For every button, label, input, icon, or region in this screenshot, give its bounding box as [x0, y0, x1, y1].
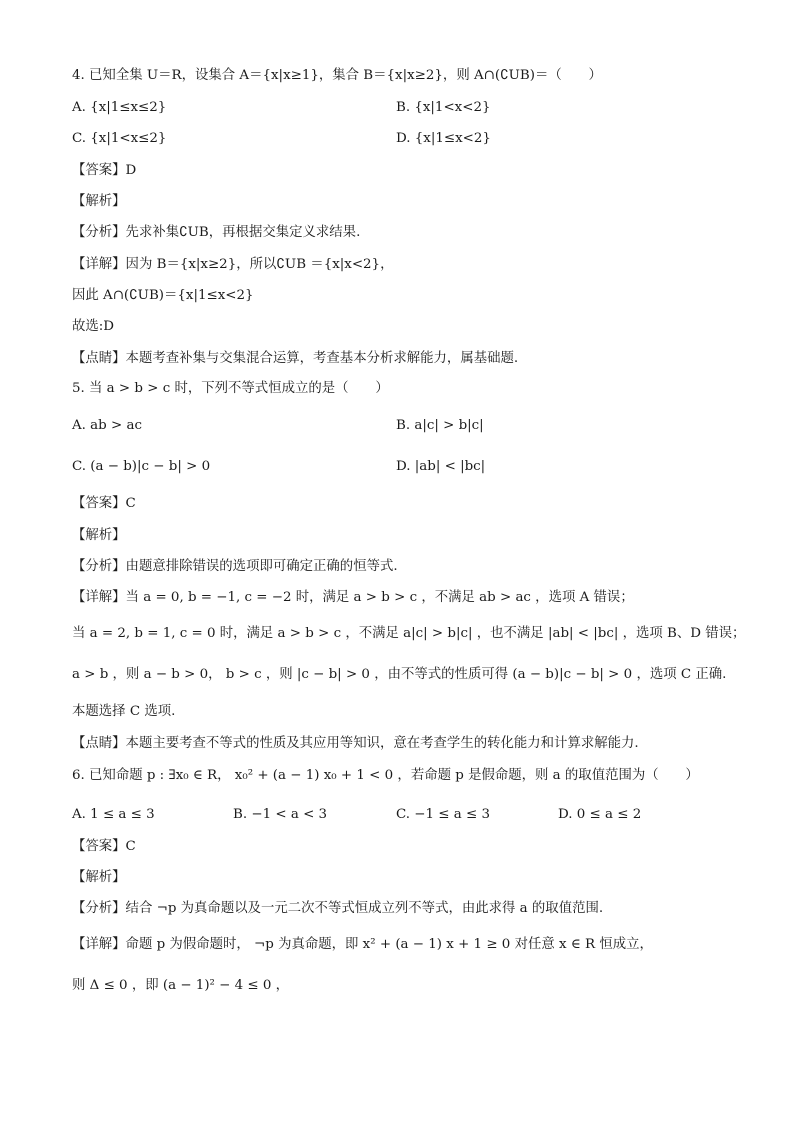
q4-dianjing: 【点睛】本题考查补集与交集混合运算，考查基本分析求解能力，属基础题. [72, 351, 519, 366]
q6-option-c: C. −1 ≤ a ≤ 3 [396, 807, 490, 822]
q5-option-b: B. a|c| > b|c| [396, 418, 484, 433]
q4-xiangjie: 【详解】因为 B＝{x|x≥2}，所以∁UB ＝{x|x<2}， [72, 257, 394, 272]
q5-option-a: A. ab > ac [72, 418, 142, 433]
q6-detail-line2: 则 Δ ≤ 0 ，即 (a − 1)² − 4 ≤ 0 ， [72, 978, 290, 993]
q4-fenxi: 【分析】先求补集∁UB，再根据交集定义求结果. [72, 225, 361, 240]
q6-answer: 【答案】C [72, 839, 136, 854]
q5-detail-line3: a > b ，则 a − b > 0， b > c ，则 |c − b| > 0 ，由不等式的性质可得 (a − b)|c − b| > 0 ，选项 C 正确. [72, 667, 727, 682]
q4-option-d: D. {x|1≤x<2} [396, 131, 491, 146]
q6-option-d: D. 0 ≤ a ≤ 2 [558, 807, 642, 822]
q4-option-a: A. {x|1≤x≤2} [72, 100, 167, 115]
q5-choose: 本题选择 C 选项. [72, 704, 176, 719]
q6-fenxi: 【分析】结合 ¬p 为真命题以及一元二次不等式恒成立列不等式，由此求得 a 的取值范围. [72, 901, 604, 916]
q5-dianjing: 【点睛】本题主要考查不等式的性质及其应用等知识，意在考查学生的转化能力和计算求解能力. [72, 736, 639, 751]
q5-option-d: D. |ab| < |bc| [396, 459, 486, 474]
q5-stem: 5. 当 a > b > c 时，下列不等式恒成立的是（ ） [72, 381, 389, 396]
q4-analysis-label: 【解析】 [72, 194, 126, 209]
q6-option-b: B. −1 < a < 3 [233, 807, 328, 822]
q4-stem: 4. 已知全集 U＝R，设集合 A＝{x|x≥1}，集合 B＝{x|x≥2}，则 A∩(∁UB)＝（ ） [72, 68, 602, 83]
q5-fenxi: 【分析】由题意排除错误的选项即可确定正确的恒等式. [72, 559, 398, 574]
q6-stem: 6. 已知命题 p : ∃x₀ ∈ R， x₀² + (a − 1) x₀ + 1 < 0 ，若命题 p 是假命题，则 a 的取值范围为（ ） [72, 768, 699, 783]
q5-detail-line2: 当 a = 2, b = 1, c = 0 时，满足 a > b > c ，不满足 a|c| > b|c| ，也不满足 |ab| < |bc| ，选项 B、D 错误； [72, 626, 746, 641]
q6-xiangjie: 【详解】命题 p 为假命题时， ¬p 为真命题，即 x² + (a − 1) x + 1 ≥ 0 对任意 x ∈ R 恒成立， [72, 937, 653, 952]
q4-option-c: C. {x|1<x≤2} [72, 131, 167, 146]
q5-option-c: C. (a − b)|c − b| > 0 [72, 459, 211, 474]
q5-answer: 【答案】C [72, 496, 136, 511]
q5-analysis-label: 【解析】 [72, 528, 126, 543]
q6-analysis-label: 【解析】 [72, 870, 126, 885]
q5-xiangjie: 【详解】当 a = 0, b = −1, c = −2 时，满足 a > b > c ，不满足 ab > ac ，选项 A 错误； [72, 590, 634, 605]
q4-choose: 故选:D [72, 319, 115, 334]
q4-answer: 【答案】D [72, 163, 137, 178]
q4-option-b: B. {x|1<x<2} [396, 100, 491, 115]
q4-detail-line2: 因此 A∩(∁UB)＝{x|1≤x<2} [72, 288, 254, 303]
q6-option-a: A. 1 ≤ a ≤ 3 [72, 807, 155, 822]
